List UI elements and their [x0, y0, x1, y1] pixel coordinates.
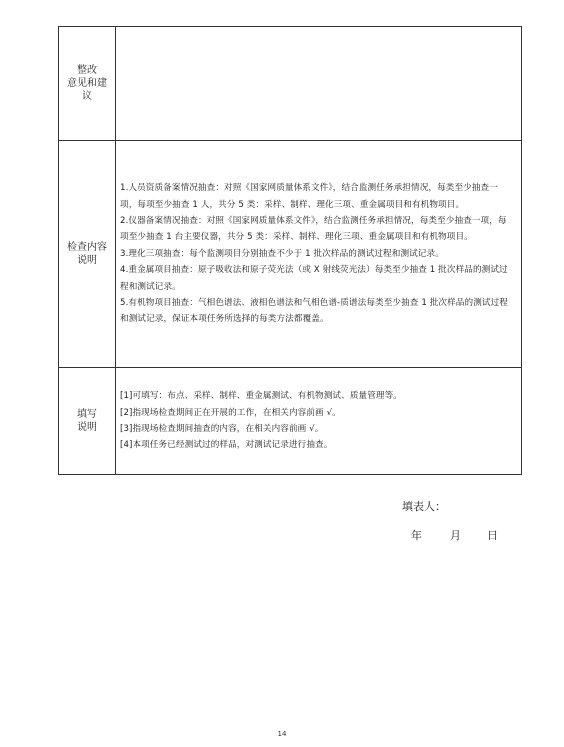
notes-label-line: 检查内容: [67, 242, 107, 253]
fill-item: [1]可填写：布点、采样、制样、重金属测试、有机物测试、质量管理等。: [120, 391, 402, 402]
notes-item: 1.人员资质备案情况抽查：对照《国家网质量体系文件》，结合监测任务承担情况，每类至少抽查一项，每项至少抽查 1 人，共分 5 类：采样、制样、理化三项、重金属项目和有机物项目。: [120, 183, 498, 210]
fill-item: [3]指现场检查期间抽查的内容，在相关内容前画 √。: [120, 424, 324, 434]
notes-row: [59, 141, 522, 368]
fill-label-line: 说明: [77, 422, 97, 433]
opinion-label-line: 整改: [77, 65, 97, 76]
fill-item: [4]本项任务已经测试过的样品，对测试记录进行抽查。: [120, 440, 333, 451]
inspection-form-table: [58, 26, 522, 475]
date-year-label: 年: [411, 529, 422, 542]
fill-label: [59, 368, 116, 475]
opinion-content-cell[interactable]: [116, 27, 522, 141]
date-month-label: 月: [450, 529, 461, 542]
notes-item: 3.理化三项抽查：每个监测项目分别抽查不少于 1 批次样品的测试过程和测试记录。: [120, 248, 444, 259]
notes-label: [59, 141, 116, 368]
signer-label: 填表人：: [402, 500, 446, 513]
fill-label-line: 填写: [77, 409, 97, 420]
opinion-label-line: 议: [82, 91, 92, 102]
fill-instructions-row: [59, 368, 522, 475]
notes-item: 5.有机物项目抽查：气相色谱法、液相色谱法和气相色谱-质谱法每类至少抽查 1 批次样品的测试过程和测试记录，保证本项任务所选择的每类方法都覆盖。: [120, 298, 508, 325]
notes-item: 4.重金属项目抽查：原子吸收法和原子荧光法（或 X 射线荧光法）每类至少抽查 1 批次样品的测试过程和测试记录。: [120, 265, 508, 292]
opinion-label: [59, 27, 116, 141]
date-day-label: 日: [487, 529, 498, 542]
fill-item: [2]指现场检查期间正在开展的工作，在相关内容前画 √。: [120, 407, 341, 418]
opinion-row: [59, 27, 522, 141]
notes-label-line: 说明: [77, 255, 97, 266]
page-number: 14: [277, 730, 287, 738]
notes-item: 2.仪器备案情况抽查：对照《国家网质量体系文件》，结合监测任务承担情况，每类至少抽查一项，每项至少抽查 1 台主要仪器，共分 5 类：采样、制样、理化三项、重金属项目和有机物项目。: [120, 215, 507, 243]
fill-content-cell: [116, 368, 522, 475]
notes-content-cell: [116, 141, 522, 368]
opinion-label-line: 意见和建: [67, 78, 107, 89]
